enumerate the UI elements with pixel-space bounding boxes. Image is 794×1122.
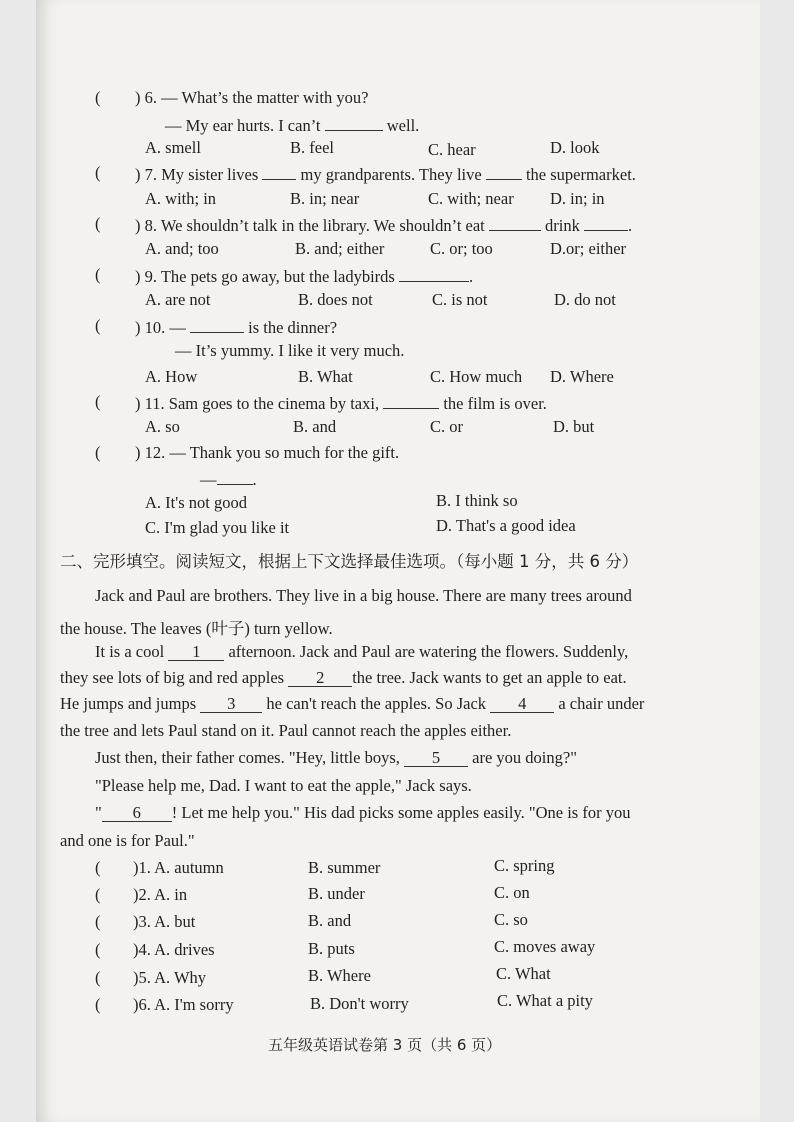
passage-text: they see lots of big and red apples: [60, 668, 285, 687]
option-b: B. What: [298, 367, 353, 386]
passage-line: [60, 668, 627, 688]
question-text: —: [169, 318, 186, 337]
passage-text: Just then, their father comes. "Hey, little boys,: [95, 748, 400, 767]
cloze-option-b: B. puts: [308, 939, 355, 958]
cloze-option-a: )6. A. I'm sorry: [133, 995, 234, 1014]
option-c: C. hear: [428, 140, 476, 159]
question-text: drink: [545, 216, 580, 235]
answer-paren: (: [95, 885, 101, 904]
question-10-reply: — It’s yummy. I like it very much.: [175, 341, 405, 360]
option-d: D. Where: [550, 367, 614, 386]
answer-blank: [190, 316, 244, 333]
question-text: Sam goes to the cinema by taxi,: [168, 394, 380, 413]
question-number: ) 9.: [135, 267, 157, 286]
question-number: ) 7.: [135, 165, 157, 184]
question-6-stem: [135, 88, 368, 108]
answer-blank: [486, 163, 522, 180]
passage-text: It is a cool: [95, 642, 165, 661]
option-b: B. in; near: [290, 189, 360, 208]
passage-line: [95, 748, 577, 768]
cloze-option-c: C. moves away: [494, 937, 596, 956]
option-a: A. with; in: [145, 189, 217, 208]
option-b: B. feel: [290, 138, 334, 157]
answer-paren: (: [95, 443, 101, 462]
question-8-stem: [135, 214, 632, 236]
question-text: We shouldn’t talk in the library. We shouldn’t eat: [160, 216, 485, 235]
cloze-option-c: C. on: [494, 883, 530, 902]
option-b: B. and; either: [295, 239, 385, 258]
cloze-option-b: B. Where: [308, 966, 371, 985]
answer-paren: (: [95, 214, 101, 233]
cloze-blank-6: 6: [102, 805, 172, 822]
option-a: A. smell: [145, 138, 201, 157]
cloze-option-b: B. under: [308, 884, 365, 903]
passage-text: ! Let me help you." His dad picks some apples easily. "One is for you: [171, 803, 631, 822]
answer-paren: (: [95, 995, 101, 1014]
passage-line: [95, 803, 630, 823]
question-text: — My ear hurts. I can’t: [165, 116, 321, 135]
answer-paren: (: [95, 858, 101, 877]
option-a: A. are not: [145, 290, 211, 309]
question-text: —: [200, 470, 217, 489]
answer-blank: [489, 214, 541, 231]
question-number: ) 10.: [135, 318, 166, 337]
passage-text: a chair under: [558, 694, 645, 713]
option-a: A. How: [145, 367, 198, 386]
option-c: C. is not: [432, 290, 488, 309]
passage-text: ": [95, 803, 102, 822]
option-d: D. in; in: [550, 189, 605, 208]
answer-blank: [383, 392, 439, 409]
answer-paren: (: [95, 392, 101, 411]
answer-paren: (: [95, 265, 101, 284]
answer-paren: (: [95, 88, 101, 107]
cloze-option-c: C. What: [496, 964, 551, 983]
question-11-stem: [135, 392, 547, 414]
question-12-stem: [135, 443, 399, 463]
passage-text: the tree. Jack wants to get an apple to eat.: [352, 668, 627, 687]
passage-line: [60, 694, 644, 714]
option-a: A. so: [145, 417, 180, 436]
question-10-stem: [135, 316, 337, 338]
cloze-option-c: C. so: [494, 910, 528, 929]
question-text: .: [627, 216, 633, 235]
question-text: The pets go away, but the ladybirds: [160, 267, 395, 286]
question-7-stem: [135, 163, 636, 185]
passage-text: are you doing?": [472, 748, 577, 767]
cloze-option-a: )5. A. Why: [133, 968, 207, 987]
answer-paren: (: [95, 163, 101, 182]
question-text: the film is over.: [443, 394, 547, 413]
page-footer: 五年级英语试卷第 3 页（共 6 页）: [268, 1036, 502, 1054]
option-c: C. or: [430, 417, 463, 436]
cloze-blank-2: 2: [288, 670, 352, 687]
answer-blank: [325, 114, 383, 131]
option-d: D. do not: [554, 290, 616, 309]
answer-paren: (: [95, 912, 101, 931]
option-c: C. How much: [430, 367, 523, 386]
question-text: is the dinner?: [248, 318, 338, 337]
question-text: — Thank you so much for the gift.: [169, 443, 400, 462]
answer-blank: [399, 265, 469, 282]
question-number: ) 8.: [135, 216, 157, 235]
option-d: D.or; either: [550, 239, 627, 258]
question-text: well.: [386, 116, 420, 135]
option-c: C. or; too: [430, 239, 493, 258]
option-b: B. does not: [298, 290, 373, 309]
answer-blank: [262, 163, 296, 180]
passage-line: and one is for Paul.": [60, 831, 195, 850]
option-a: A. It's not good: [145, 493, 247, 512]
passage-line: [95, 642, 628, 662]
question-6-reply: [165, 114, 419, 136]
answer-blank: [217, 468, 253, 485]
cloze-blank-3: 3: [200, 696, 262, 713]
question-9-stem: [135, 265, 473, 287]
option-a: A. and; too: [145, 239, 219, 258]
cloze-option-b: B. Don't worry: [310, 994, 409, 1013]
passage-text: he can't reach the apples. So Jack: [266, 694, 487, 713]
option-b: B. I think so: [436, 491, 518, 510]
option-d: D. That's a good idea: [436, 516, 576, 535]
cloze-option-a: )1. A. autumn: [133, 858, 224, 877]
option-d: D. look: [550, 138, 600, 157]
question-text: .: [252, 470, 257, 489]
answer-blank: [584, 214, 628, 231]
question-number: ) 6.: [135, 88, 157, 107]
question-text: .: [468, 267, 474, 286]
cloze-option-a: )4. A. drives: [133, 940, 215, 959]
passage-line: the house. The leaves (叶子) turn yellow.: [60, 619, 333, 638]
option-c: C. I'm glad you like it: [145, 518, 290, 537]
passage-line: Jack and Paul are brothers. They live in a big house. There are many trees around: [95, 586, 632, 605]
section-heading: 二、完形填空。阅读短文，根据上下文选择最佳选项。（每小题 1 分，共 6 分）: [60, 552, 639, 571]
answer-paren: (: [95, 316, 101, 335]
passage-text: He jumps and jumps: [60, 694, 197, 713]
question-text: the supermarket.: [525, 165, 636, 184]
question-number: ) 12.: [135, 443, 166, 462]
cloze-option-b: B. and: [308, 911, 352, 930]
cloze-option-c: C. spring: [494, 856, 555, 875]
cloze-option-a: )2. A. in: [133, 885, 188, 904]
passage-line: the tree and lets Paul stand on it. Paul cannot reach the apples either.: [60, 721, 512, 740]
question-text: My sister lives: [161, 165, 259, 184]
cloze-blank-5: 5: [404, 750, 468, 767]
question-text: my grandparents. They live: [300, 165, 482, 184]
option-d: D. but: [553, 417, 595, 436]
passage-line: "Please help me, Dad. I want to eat the apple," Jack says.: [95, 776, 472, 795]
cloze-option-a: )3. A. but: [133, 912, 196, 931]
passage-text: afternoon. Jack and Paul are watering the flowers. Suddenly,: [228, 642, 629, 661]
cloze-option-c: C. What a pity: [497, 991, 593, 1010]
option-c: C. with; near: [428, 189, 514, 208]
option-b: B. and: [293, 417, 337, 436]
cloze-blank-1: 1: [168, 644, 224, 661]
cloze-blank-4: 4: [490, 696, 554, 713]
answer-paren: (: [95, 940, 101, 959]
question-number: ) 11.: [135, 394, 165, 413]
question-text: — What’s the matter with you?: [161, 88, 369, 107]
question-12-reply: [200, 468, 257, 490]
cloze-option-b: B. summer: [308, 858, 381, 877]
answer-paren: (: [95, 968, 101, 987]
